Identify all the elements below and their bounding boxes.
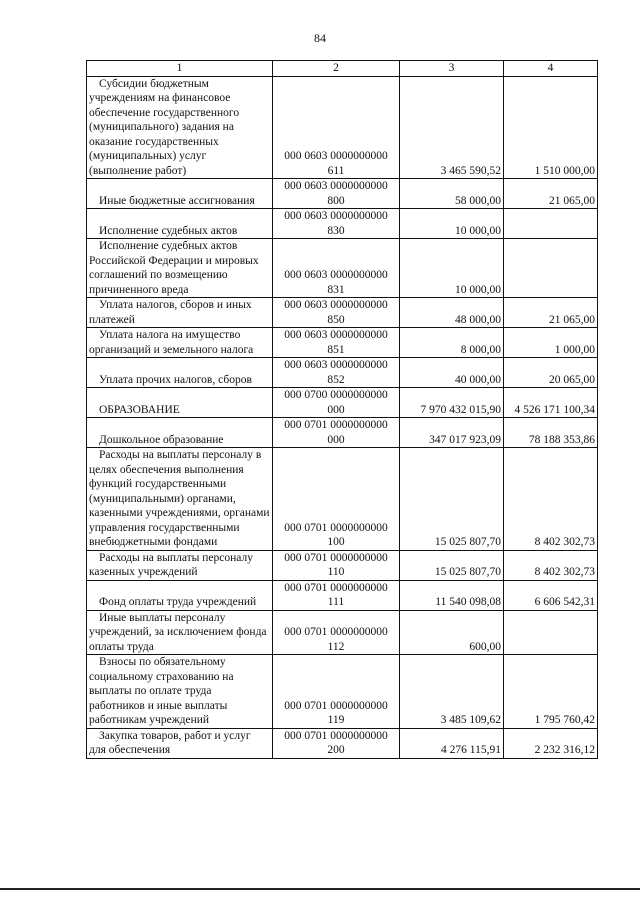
table-row — [87, 209, 598, 239]
table-header-row — [87, 61, 598, 77]
code-line-1: 000 0701 0000000000 — [284, 729, 388, 742]
row-name-cell: Субсидии бюджетным учреждениям на финансовое обеспечение государственного (муниципального) задания на оказание государственных (муниципальных) услуг (выполнение работ) — [87, 76, 273, 179]
row-name-cell: Расходы на выплаты персоналу в целях обеспечения выполнения функций государственными (муниципальными) органами, казенными учреждениями, органами управления государственными внебюджетными фондами — [87, 448, 273, 551]
row-code-cell — [273, 239, 400, 298]
row-code-cell — [273, 388, 400, 418]
row-amount-col3: 600,00 — [400, 610, 504, 655]
row-amount-col3: 15 025 807,70 — [400, 448, 504, 551]
code-line-2: 851 — [327, 343, 345, 356]
row-name-cell: Иные бюджетные ассигнования — [87, 179, 273, 209]
code-line-2: 000 — [327, 433, 345, 446]
code-line-2: 852 — [327, 373, 345, 386]
row-code-cell — [273, 655, 400, 729]
table-row — [87, 655, 598, 729]
row-name-cell: Уплата налогов, сборов и иных платежей — [87, 298, 273, 328]
code-line-2: 000 — [327, 403, 345, 416]
row-name-cell: Фонд оплаты труда учреждений — [87, 580, 273, 610]
row-code-cell — [273, 298, 400, 328]
table-row — [87, 388, 598, 418]
table-row — [87, 418, 598, 448]
row-name-cell: Расходы на выплаты персоналу казенных учреждений — [87, 550, 273, 580]
row-amount-col3: 58 000,00 — [400, 179, 504, 209]
row-amount-col3: 10 000,00 — [400, 239, 504, 298]
code-line-2: 112 — [327, 640, 345, 653]
row-name-cell: Взносы по обязательному социальному страхованию на выплаты по оплате труда работников и иные выплаты работникам учреждений — [87, 655, 273, 729]
row-amount-col3: 10 000,00 — [400, 209, 504, 239]
code-line-1: 000 0603 0000000000 — [284, 180, 388, 192]
code-line-2: 611 — [327, 164, 345, 177]
code-line-2: 830 — [327, 224, 345, 237]
code-line-1: 000 0701 0000000000 — [284, 581, 388, 594]
table-row — [87, 550, 598, 580]
row-amount-col4: 78 188 353,86 — [504, 418, 598, 448]
row-amount-col4: 1 000,00 — [504, 328, 598, 358]
row-code-cell — [273, 328, 400, 358]
row-amount-col4: 4 526 171 100,34 — [504, 388, 598, 418]
row-amount-col4: 21 065,00 — [504, 179, 598, 209]
row-amount-col4 — [504, 209, 598, 239]
row-amount-col3: 11 540 098,08 — [400, 580, 504, 610]
table-row — [87, 328, 598, 358]
row-name-cell: Исполнение судебных актов — [87, 209, 273, 239]
table-row — [87, 179, 598, 209]
row-name-cell: Иные выплаты персоналу учреждений, за исключением фонда оплаты труда — [87, 610, 273, 655]
row-code-cell — [273, 179, 400, 209]
row-amount-col3: 40 000,00 — [400, 358, 504, 388]
budget-table — [86, 60, 598, 759]
table-row — [87, 239, 598, 298]
table-row — [87, 580, 598, 610]
column-header-3: 3 — [400, 61, 504, 77]
row-amount-col3: 3 465 590,52 — [400, 76, 504, 179]
code-line-2: 110 — [327, 566, 345, 578]
row-name-cell: Уплата налога на имущество организаций и земельного налога — [87, 328, 273, 358]
code-line-2: 850 — [327, 313, 345, 326]
row-code-cell — [273, 358, 400, 388]
code-line-1: 000 0701 0000000000 — [284, 521, 388, 534]
code-line-1: 000 0701 0000000000 — [284, 551, 388, 564]
code-line-1: 000 0603 0000000000 — [284, 329, 388, 341]
row-code-cell — [273, 550, 400, 580]
table-row — [87, 448, 598, 551]
row-code-cell — [273, 76, 400, 179]
row-amount-col4 — [504, 239, 598, 298]
row-amount-col4: 20 065,00 — [504, 358, 598, 388]
code-line-2: 200 — [327, 744, 345, 756]
row-amount-col3: 3 485 109,62 — [400, 655, 504, 729]
row-code-cell — [273, 728, 400, 758]
code-line-1: 000 0701 0000000000 — [284, 419, 388, 431]
code-line-1: 000 0603 0000000000 — [284, 359, 388, 371]
row-amount-col4: 6 606 542,31 — [504, 580, 598, 610]
code-line-1: 000 0603 0000000000 — [284, 210, 388, 222]
table-body — [87, 76, 598, 758]
code-line-1: 000 0603 0000000000 — [284, 150, 388, 162]
code-line-2: 831 — [327, 283, 345, 296]
row-code-cell — [273, 580, 400, 610]
table-row — [87, 728, 598, 758]
row-amount-col3: 4 276 115,91 — [400, 728, 504, 758]
row-name-cell: Дошкольное образование — [87, 418, 273, 448]
row-amount-col3: 7 970 432 015,90 — [400, 388, 504, 418]
table-row — [87, 358, 598, 388]
column-header-1: 1 — [87, 61, 273, 77]
code-line-2: 800 — [327, 194, 345, 207]
row-amount-col4: 8 402 302,73 — [504, 448, 598, 551]
row-amount-col4 — [504, 610, 598, 655]
code-line-2: 111 — [327, 596, 345, 608]
page-number: 84 — [314, 31, 326, 45]
code-line-1: 000 0603 0000000000 — [284, 269, 388, 281]
table-row — [87, 298, 598, 328]
row-name-cell: Уплата прочих налогов, сборов — [87, 358, 273, 388]
row-amount-col4: 1 510 000,00 — [504, 76, 598, 179]
row-code-cell — [273, 610, 400, 655]
row-amount-col3: 8 000,00 — [400, 328, 504, 358]
row-amount-col4: 1 795 760,42 — [504, 655, 598, 729]
table-row — [87, 76, 598, 179]
row-code-cell — [273, 448, 400, 551]
code-line-1: 000 0603 0000000000 — [284, 299, 388, 311]
row-amount-col3: 48 000,00 — [400, 298, 504, 328]
code-line-2: 100 — [327, 536, 345, 548]
row-amount-col4: 8 402 302,73 — [504, 550, 598, 580]
code-line-1: 000 0700 0000000000 — [284, 389, 388, 401]
row-name-cell: Исполнение судебных актов Российской Федерации и мировых соглашений по возмещению причиненного вреда — [87, 239, 273, 298]
row-name-cell: Закупка товаров, работ и услуг для обеспечения — [87, 728, 273, 758]
row-code-cell — [273, 418, 400, 448]
code-line-1: 000 0701 0000000000 — [284, 626, 388, 638]
row-amount-col4: 21 065,00 — [504, 298, 598, 328]
code-line-2: 119 — [327, 714, 345, 726]
column-header-2: 2 — [273, 61, 400, 77]
row-code-cell — [273, 209, 400, 239]
code-line-1: 000 0701 0000000000 — [284, 699, 388, 712]
table-row — [87, 610, 598, 655]
row-amount-col4: 2 232 316,12 — [504, 728, 598, 758]
row-amount-col3: 347 017 923,09 — [400, 418, 504, 448]
column-header-4: 4 — [504, 61, 598, 77]
page-bottom-rule — [0, 888, 640, 890]
row-name-cell: ОБРАЗОВАНИЕ — [87, 388, 273, 418]
row-amount-col3: 15 025 807,70 — [400, 550, 504, 580]
